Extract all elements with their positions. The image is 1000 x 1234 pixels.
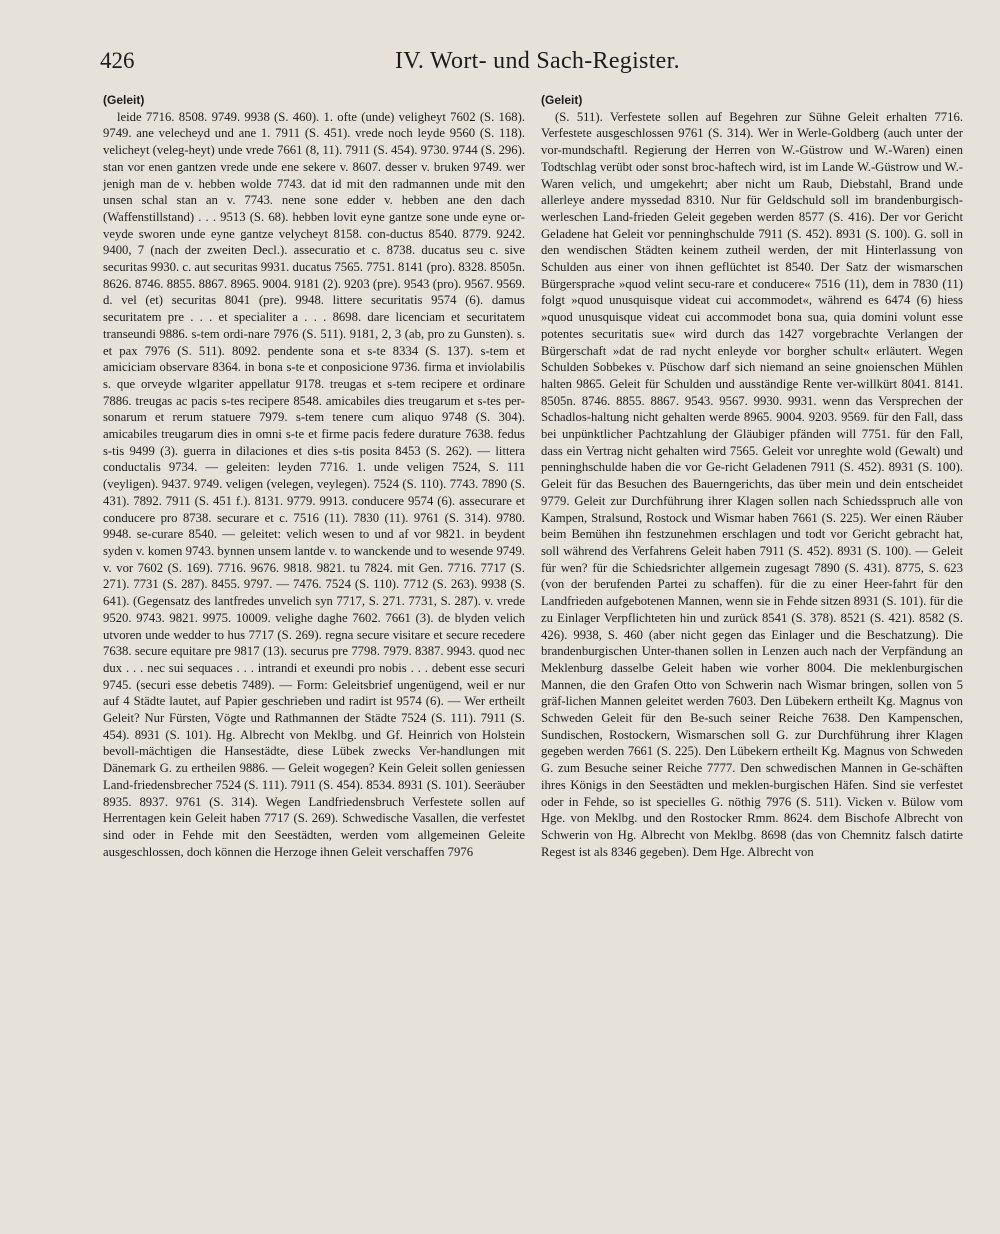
two-column-text: [103, 92, 963, 1212]
right-column-body: (S. 511). Verfestete sollen auf Begehren zur Sühne Geleit erhalten 7716. Verfestete ausgeschlossen 9761 (S. 314). Wer in Werle-Goldberg (auch unter der vor-mundschaftl. Regierung der Herren von W.-Güstrow und W.-Waren) einen Todtschlag verübt oder sonst broc-haftech wird, ist im Lande W.-Güstrow und W.-Waren velich, und umgekehrt; aber nicht um Raub, Diebstahl, Brand unde allerleye andere myssedad 8310. Nur für Geldschuld soll im brandenburgisch-werleschen Land-frieden Geleit gegeben werden 8577 (S. 416). Der vor Gericht Geladene hat Geleit vor penninghschulde 7911 (S. 452). 8931 (S. 100). G. soll in den wendischen Städten keinem zutheil werden, der mit Hinterlassung von Schulden aus einer von ihnen geflüchtet ist 8540. Der Satz der wismarschen Bürgersprache »quod velint secu-rare et conducere« 7516 (11), dem in 7830 (11) folgt »quod unusquisque videat cui accommodet«, während es 6474 (6) hiess »quod unusquisque videat cui accommodet bona sua, quia domini volunt esse potentes securitatis sue« wird durch das 1427 vorgebrachte Verlangen der Bürgerschaft »dat de rad nycht enleyde vor borgher schult« erläutert. Wegen Schulden Sobbekes v. Püschow darf sich niemand an seine gnoienschen Mühlen halten 9865. Geleit für Schulden und ausständige Rente ver-willkürt 8041. 8141. 8505n. 8746. 8855. 8867. 9543. 9567. 9930. 9931. wenn das Versprechen der Schadlos-haltung nicht gehalten werde 8965. 9004. 9203. 9569. für den Fall, dass bei unpünktlicher Pachtzahlung der Gläubiger pfänden will 7751. für den Fall, dass ein Vertrag nicht gehalten wird 7565. Geleit vor unreghte wold (Gewalt) und penninghschulde haben die vor Ge-richt Geladenen 7911 (S. 452). 8931 (S. 100). Geleit für das Besuchen des Bauerngerichts, das über mein und dein entscheidet 9779. Geleit zur Durchführung ihrer Klagen sollen nach Schiedsspruch alle von Kampen, Stralsund, Rostock und Wismar haben 7661 (S. 225). Wer einen Räuber beim Bemühen ihn festzunehmen erschlagen und todt vor Gericht gebracht hat, soll während des Verfahrens Geleit haben 7911 (S. 452). 8931 (S. 100). — Geleit für wen? für die Schiedsrichter allgemein zugesagt 7890 (S. 431). 8775, S. 623 (von der berufenden Partei zu schaffen). für die zu einer Heer-fahrt für den Landfrieden aufgebotenen Mannen, wenn sie in Fehde sitzen 8931 (S. 101). für die zu Einlager Verpflichteten hin und zurück 8541 (S. 378). 8521 (S. 421). 8582 (S. 426). 9938, S. 460 (aber nicht gegen das Einlager und die Beschatzung). Die brandenburgischen Unter-thanen sollen in Lenzen auch nach der Verpfändung an Meklenburg dasselbe Geleit haben wie vorher 8004. Die meklenburgischen Mannen, die den Grafen Otto von Schwerin nach Wismar bringen, sollen von 5 gräf-lichen Mannen geleitet werden 7603. Den Lübekern ertheilt Kg. Magnus von Schweden Geleit für den Be-such seiner Reiche 7638. Den Kampenschen, Sundischen, Rostockern, Wismarschen soll G. zur Durchführung ihrer Klagen gegeben werden 7661 (S. 225). Den Lübekern ertheilt Kg. Magnus von Schweden G. zum Besuche seiner Reiche 7777. Den schwedischen Mannen in Ge-schäften ihres Königs in den Seestädten und meklen-burgischen Häfen. Sind sie verfestet oder in Fehde, so ist specielles G. nöthig 7976 (S. 511). Vicken v. Bülow vom Hge. von Meklbg. und den Rostocker Rmm. 8624. dem Bischofe Albrecht von Schwerin von Hg. Albrecht von Meklbg. 8698 (das von Chemnitz falsch datirte Regest ist als 8346 gegeben). Dem Hge. Albrecht von: [541, 109, 963, 859]
page-number: 426: [100, 48, 135, 73]
left-column-body: leide 7716. 8508. 9749. 9938 (S. 460). 1. ofte (unde) veligheyt 7602 (S. 168). 9749. ane velecheyd und ane 1. 7911 (S. 451). vrede noch leyde 9560 (S. 118). velicheyt (veleg-heyt) unde vrede 7661 (8, 11). 7911 (S. 454). 9730. 9744 (S. 296). stan vor enen gantzen vrede unde ene sekere v. 8607. desser v. bruken 9749. wer jenigh man de v. hebben wolde 7743. dat id mit den radmannen unde mit den unsen schal stan an v. 7743. nene sone edder v. hebben ane den dach (Waffenstillstand) . . . 9513 (S. 68). hebben lovit eyne gantze sone unde eyne or-veyde sworen unde eyne gantze velycheyt 8158. con-ductus 8540. 8779. 9242. 9400, 7 (nach der zweiten Decl.). assecuratio et c. 8738. ducatus seu c. sive securitas 9930. c. aut securitas 9931. ducatus 7565. 7751. 8141 (pro). 8328. 8505n. 8626. 8746. 8855. 8867. 8965. 9004. 9181 (2). 9203 (pre). 9543 (pro). 9567. 9569. d. vel (et) securitas 8041 (pre). 9948. littere securitatis 9574 (6). damus securitatem pre . . . et specialiter a . . . 8698. dare licenciam et securitatem transeundi 9886. s-tem ordi-nare 7976 (S. 511). 9181, 2, 3 (ab, pro zu Gunsten). s. et pax 7976 (S. 511). 8092. pendente sona et s-te 8334 (S. 137). s-tem et amiciciam observare 8364. in bona s-te et conposicione 9736. firma et inviolabilis s. que orveyde wlgariter appellatur 9178. treugas et s-tem recipere et ordinare 7886. treugas ac pacis s-tes recipere 8548. amicabiles dies treugarum et s-tes per-sonarum et rerum statuere 7979. s-tem tenere cum aliquo 9748 (S. 304). amicabiles treugarum dies in omni s-te et firme pacis federe durature 7638. fedus s-tis 9499 (3). guerra in dilaciones et dies s-tis posita 8453 (S. 262). — littera conductalis 9734. — geleiten: leyden 7716. 1. unde veligen 7524, S. 111 (veyligen). 9437. 9749. veligen (velegen, veylegen). 7524 (S. 110). 7743. 7890 (S. 431). 7892. 7911 (S. 451 f.). 8131. 9779. 9913. conducere 9574 (6). assecurare et conducere pro 8738. securare et c. 7516 (11). 7830 (11). 9761 (S. 314). 9780. 9948. se-curare 8540. — geleitet: velich wesen to und af vor 9821. in beydent syden v. komen 9743. bynnen unsem lantde v. to wanckende und to wesende 9749. v. vor 7602 (S. 169). 7716. 9676. 9818. 9821. tu 7824. mit Gen. 7716. 7717 (S. 271). 7731 (S. 287). 8455. 9797. — 7476. 7524 (S. 110). 7712 (S. 263). 9938 (S. 641). (Gegensatz des lantfredes unvelich syn 7717, S. 271. 7731, S. 287). v. vrede 9520. 9743. 9821. 9975. 10009. velighe daghe 7602. 7661 (3). de blyden velich utvoren unde wedder to hus 7717 (S. 269). regna secure visitare et secure recedere 7638. secure equitare pre 9817 (13). securus pre 7798. 7979. 8387. 9943. quod nec dux . . . nec sui sequaces . . . intrandi et exeundi pro nobis . . . debent esse securi 9745. (securi esse debetis 7489). — Form: Geleitsbrief ungenügend, weil er nur auf 4 Städte lautet, auf Papier geschrieben und radirt ist 9574 (6). — Wer ertheilt Geleit? Nur Fürsten, Vögte und Rathmannen der Städte 7524 (S. 111). 7911 (S. 454). 8931 (S. 101). Hg. Albrecht von Meklbg. und Gf. Heinrich von Holstein bevoll-mächtigen die Hansestädte, diese Lübek zwecks Ver-handlungen mit Dänemark G. zu ertheilen 9886. — Geleit wogegen? Kein Geleit sollen geniessen Land-friedensbrecher 7524 (S. 111). 7911 (S. 454). 8534. 8931 (S. 101). Seeräuber 8935. 8937. 9761 (S. 314). Wegen Landfriedensbruch Verfestete sollen auf Herrentagen kein Geleit haben 7717 (S. 269). Schwedische Vasallen, die verfestet sind oder in Fehde mit den Seestädten, werden vom allgemeinen Geleite ausgeschlossen, doch können die Herzoge ihnen Geleit verschaffen 7976: [103, 109, 525, 859]
right-column-heading: (Geleit): [541, 93, 583, 107]
left-column-heading: (Geleit): [103, 93, 145, 107]
left-column: [103, 92, 525, 860]
right-column: [541, 92, 963, 860]
page-header: [100, 44, 960, 84]
page-title: IV. Wort- und Sach-Register.: [395, 48, 680, 74]
